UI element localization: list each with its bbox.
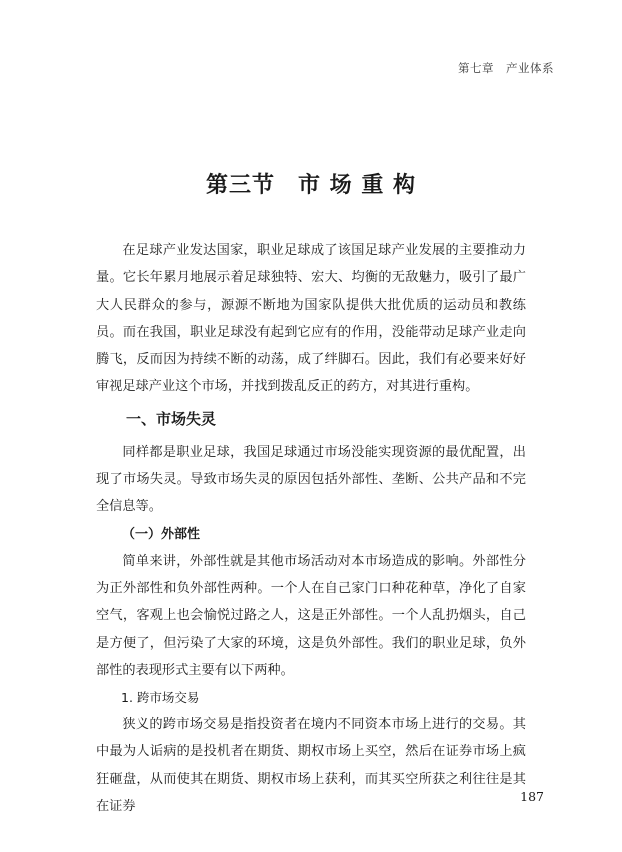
paragraph-externality: 简单来讲，外部性就是其他市场活动对本市场造成的影响。外部性分为正外部性和负外部性两种。一个人在自己家门口种花种草，净化了自家空气，客观上也会愉悦过路之人，这是正外部性。一个人乱扔烟头，自己是方便了，但污染了大家的环境，这是负外部性。我们的职业足球，负外部性的表现形式主要有以下两种。 [96, 553, 526, 678]
running-header: 第七章 产业体系 [458, 61, 554, 75]
page-number: 187 [520, 789, 544, 804]
section-title: 第三节 市 场 重 构 [206, 172, 416, 198]
heading-cross-market-trading: 1. 跨市场交易 [121, 690, 200, 706]
intro-paragraph: 在足球产业发达国家，职业足球成了该国足球产业发展的主要推动力量。它长年累月地展示着足球独特、宏大、均衡的无敌魅力，吸引了最广大人民群众的参与，源源不断地为国家队提供大批优质的运动员和教练员。而在我国，职业足球没有起到它应有的作用，没能带动足球产业走向腾飞，反而因为持续不断的动荡，成了绊脚石。因此，我们有必要来好好审视足球产业这个市场，并找到拨乱反正的药方，对其进行重构。 [96, 243, 526, 395]
heading-externality: （一）外部性 [122, 526, 201, 542]
heading-market-failure: 一、市场失灵 [126, 409, 217, 428]
body-text [96, 237, 526, 820]
paragraph-cross-market-trading: 狭义的跨市场交易是指投资者在境内不同资本市场上进行的交易。其中最为人诟病的是投机者在期货、期权市场上买空，然后在证券市场上疯狂砸盘，从而使其在期货、期权市场上获利，而其买空所获之利往往是其在证券 [96, 717, 526, 815]
paragraph-market-failure: 同样都是职业足球，我国足球通过市场没能实现资源的最优配置，出现了市场失灵。导致市场失灵的原因包括外部性、垄断、公共产品和不完全信息等。 [96, 444, 526, 515]
